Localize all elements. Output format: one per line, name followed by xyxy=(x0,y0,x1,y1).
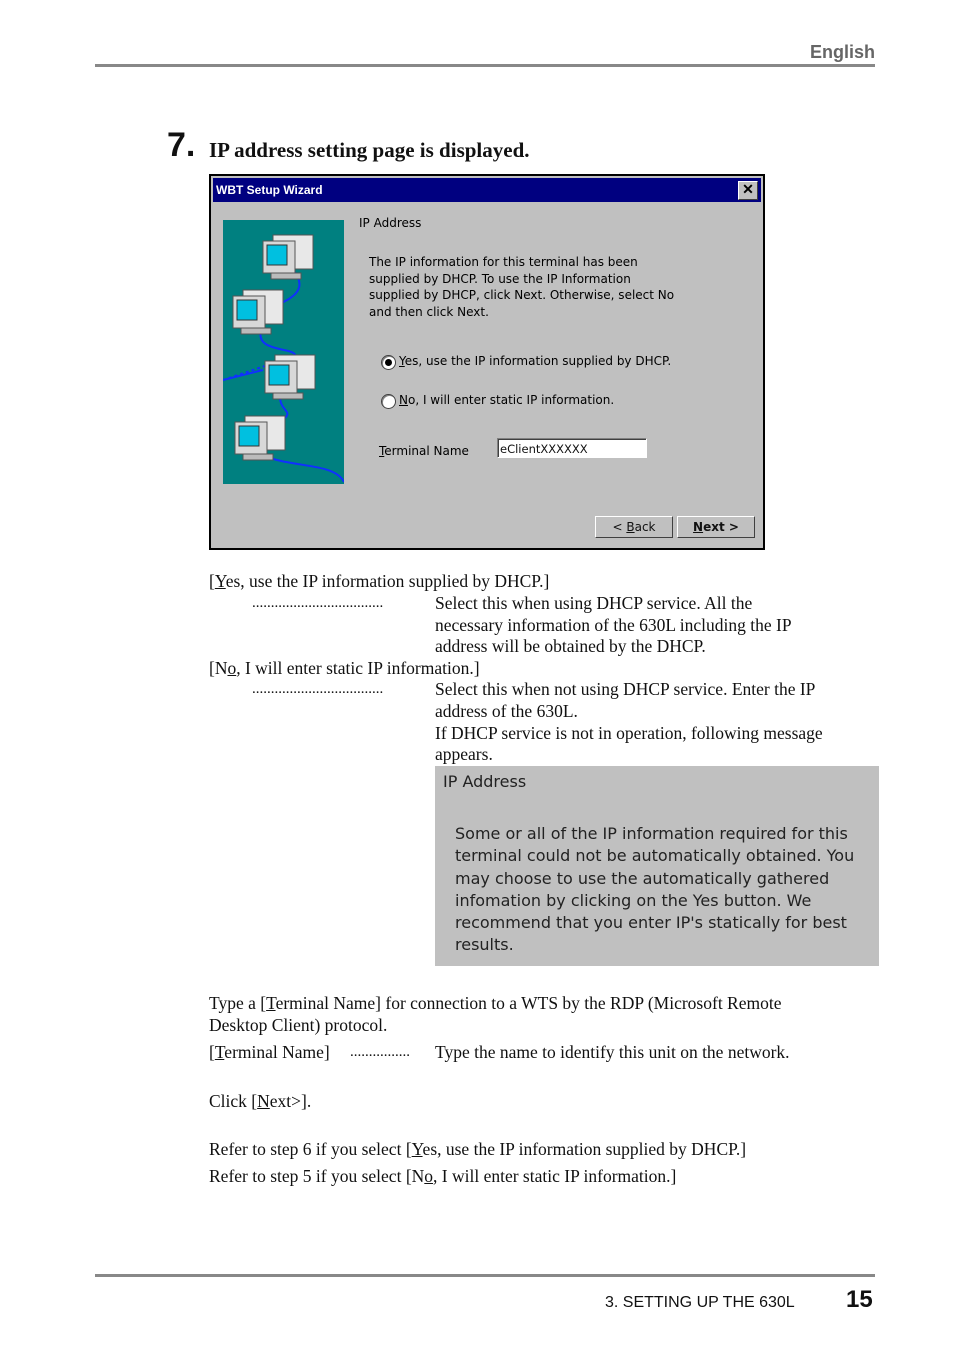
message-line: may choose to use the automatically gathered xyxy=(455,868,830,888)
step-title: IP address setting page is displayed. xyxy=(209,138,530,162)
hotkey: Y xyxy=(411,1139,423,1159)
yes-hotkey: Y xyxy=(399,354,405,368)
message-line: infomation by clicking on the Yes button. We xyxy=(455,890,812,910)
hotkey: T xyxy=(214,1042,225,1062)
term-rest: , I will enter static IP information.] xyxy=(236,658,480,678)
back-button[interactable] xyxy=(595,516,673,538)
message-line: results. xyxy=(455,935,514,955)
dialog-title: WBT Setup Wizard xyxy=(216,183,323,197)
hotkey: o xyxy=(424,1166,434,1186)
yes-dhcp-radio[interactable] xyxy=(381,355,396,370)
no-desc-line: Select this when not using DHCP service. Enter the IP xyxy=(435,679,816,699)
tn-hotkey: T xyxy=(379,444,385,458)
no-static-label[interactable] xyxy=(399,393,614,407)
hotkey: T xyxy=(266,993,276,1013)
dhcp-failure-message xyxy=(435,766,879,966)
text: [ xyxy=(209,1042,215,1062)
message-line: recommend that you enter IP's statically for best xyxy=(455,913,847,933)
header-rule xyxy=(95,64,875,67)
tn-label-text: erminal Name xyxy=(384,444,469,458)
terminal-para-line xyxy=(209,993,781,1015)
leader-dots: ................................... xyxy=(252,681,384,697)
next-text: ext > xyxy=(703,520,739,534)
terminal-name-term xyxy=(209,1042,330,1064)
back-prefix: < xyxy=(612,520,627,534)
text: erminal Name] for connection to a WTS by the RDP (Microsoft Remote xyxy=(275,993,782,1013)
yes-dhcp-label[interactable] xyxy=(399,354,671,368)
message-title: IP Address xyxy=(443,772,527,791)
no-static-radio[interactable] xyxy=(381,394,396,409)
text: Type a [ xyxy=(209,993,267,1013)
no-option-term xyxy=(209,658,480,680)
message-body xyxy=(455,823,865,957)
network-computers-icon xyxy=(223,220,344,484)
terminal-name-input[interactable]: eClientXXXXXX xyxy=(497,438,647,458)
footer-section-title: 3. SETTING UP THE 630L xyxy=(605,1294,795,1311)
no-desc-line: If DHCP service is not in operation, following message xyxy=(435,723,823,743)
text: , I will enter static IP information.] xyxy=(433,1166,677,1186)
next-button[interactable] xyxy=(677,516,755,538)
no-desc-line: appears. xyxy=(435,744,493,764)
close-icon[interactable]: ✕ xyxy=(738,181,758,200)
page-number: 15 xyxy=(846,1286,873,1313)
header-language: English xyxy=(809,42,875,62)
text: ext>]. xyxy=(269,1091,312,1111)
leader-dots: ................ xyxy=(350,1044,410,1060)
leader-dots: ................................... xyxy=(252,595,384,611)
footer-rule xyxy=(95,1274,875,1277)
text: Click [ xyxy=(209,1091,258,1111)
text: Refer to step 6 if you select [ xyxy=(209,1139,412,1159)
network-illustration xyxy=(223,220,344,484)
hotkey: N xyxy=(257,1091,270,1111)
yes-option-term xyxy=(209,571,549,593)
terminal-name-label xyxy=(379,444,469,458)
refer-step-line xyxy=(209,1166,676,1188)
term-hotkey: o xyxy=(227,658,237,678)
term-open: [N xyxy=(209,658,228,678)
no-hotkey: N xyxy=(399,393,408,407)
message-line: terminal could not be automatically obtained. You xyxy=(455,846,855,866)
dialog-title-bar xyxy=(213,178,761,202)
refer-step-line xyxy=(209,1139,746,1161)
ip-address-heading: IP Address xyxy=(359,216,422,230)
yes-desc-line: necessary information of the 630L including the IP xyxy=(435,615,792,635)
back-hotkey: B xyxy=(626,520,635,534)
next-hotkey: N xyxy=(693,520,704,534)
step-number: 7. xyxy=(167,126,196,164)
yes-label-text: es, use the IP information supplied by DHCP. xyxy=(404,354,672,368)
yes-desc-line: Select this when using DHCP service. All the xyxy=(435,593,753,613)
no-desc-line: address of the 630L. xyxy=(435,701,578,721)
back-text: ack xyxy=(634,520,656,534)
text: Refer to step 5 if you select [N xyxy=(209,1166,425,1186)
setup-wizard-dialog xyxy=(209,174,765,550)
ip-description: The IP information for this terminal has been supplied by DHCP. To use the IP Information supplied by DHCP, click Next. Otherwise, select No and then click Next. xyxy=(369,255,675,319)
text: erminal Name] xyxy=(224,1042,330,1062)
terminal-para-line: Desktop Client) protocol. xyxy=(209,1015,388,1035)
text: es, use the IP information supplied by DHCP.] xyxy=(422,1139,747,1159)
click-next-instruction xyxy=(209,1091,311,1113)
term-open: [ xyxy=(209,571,215,591)
term-rest: es, use the IP information supplied by DHCP.] xyxy=(225,571,550,591)
terminal-name-desc: Type the name to identify this unit on the network. xyxy=(435,1042,790,1062)
term-hotkey: Y xyxy=(214,571,226,591)
message-line: Some or all of the IP information required for this xyxy=(455,824,848,843)
no-label-text: o, I will enter static IP information. xyxy=(407,393,615,407)
yes-desc-line: address will be obtained by the DHCP. xyxy=(435,636,706,656)
